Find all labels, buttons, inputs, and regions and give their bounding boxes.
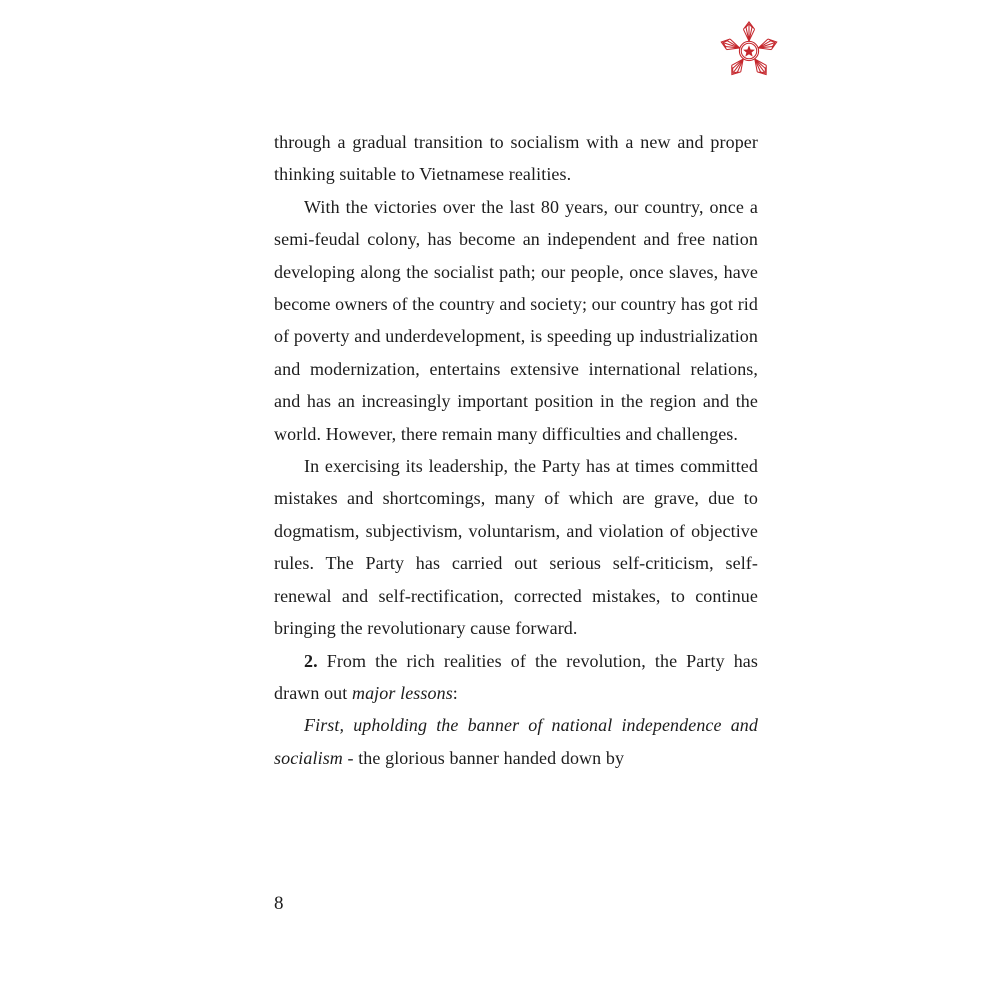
paragraph: [274, 645, 758, 710]
text-segment: From the rich realities of the revolution, the Party has drawn out: [274, 650, 758, 703]
text-segment: In exercising its leadership, the Party has at times committed mistakes and shortcomings, many of which are grave, due to dogmatism, subjectivism, voluntarism, and violation of objective rules. The Party has carried out serious self-criticism, self-renewal and self-rectification, corrected mistakes, to continue bringing the revolutionary cause forward.: [274, 456, 758, 639]
page-text: [274, 126, 758, 774]
page-number: 8: [274, 893, 284, 914]
publisher-logo: [718, 20, 780, 82]
text-segment: through a gradual transition to socialism with a new and proper thinking suitable to Vietnamese realities.: [274, 132, 758, 185]
paragraph: [274, 191, 758, 450]
star-emblem-icon: [718, 20, 780, 82]
paragraph: [274, 126, 758, 191]
text-segment: 2.: [304, 650, 318, 671]
text-segment: With the victories over the last 80 years, our country, once a semi-feudal colony, has become an independent and free nation developing along the socialist path; our people, once slaves, have become owners of the country and society; our country has got rid of poverty and underdevelopment, is speeding up industrialization and modernization, entertains extensive international relations, and has an increasingly important position in the region and the world. However, there remain many difficulties and challenges.: [274, 196, 758, 444]
text-segment: - the glorious banner handed down by: [342, 747, 625, 768]
text-segment: First, upholding the banner of national independence and socialism: [274, 715, 758, 768]
paragraph: [274, 709, 758, 774]
text-segment: major lessons: [351, 682, 453, 703]
paragraph: [274, 450, 758, 644]
text-segment: :: [452, 682, 458, 703]
